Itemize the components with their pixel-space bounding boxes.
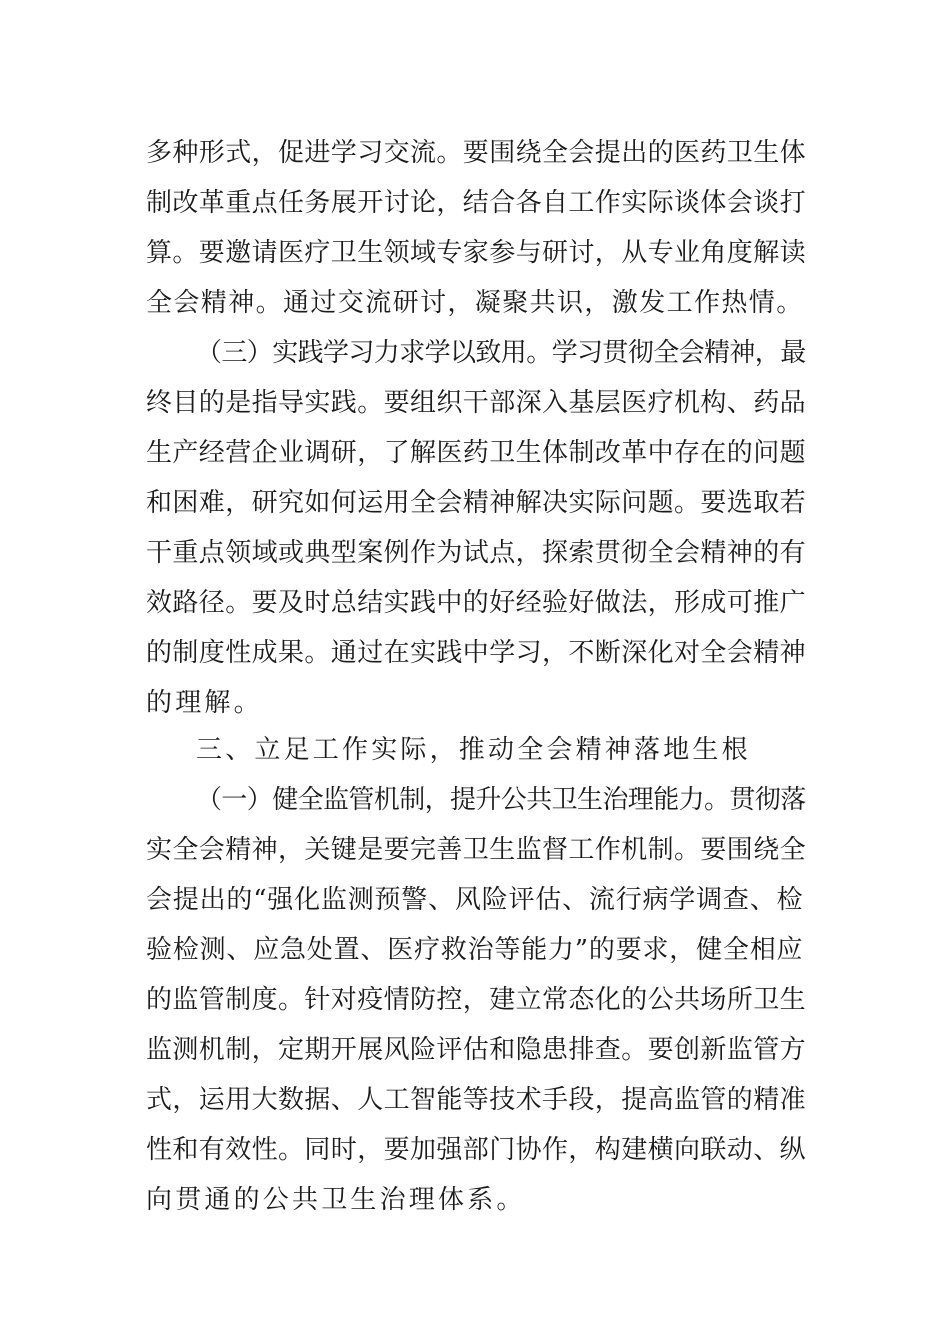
text-line: 算。要邀请医疗卫生领域专家参与研讨，从专业角度解读 bbox=[146, 238, 807, 268]
chapter-heading: 三、立足工作实际，推动全会精神落地生根 bbox=[196, 735, 751, 765]
text-line: 实全会精神，关键是要完善卫生监督工作机制。要围绕全 bbox=[146, 835, 807, 865]
text-line: 生产经营企业调研，了解医药卫生体制改革中存在的问题 bbox=[146, 438, 807, 468]
text-line: 式，运用大数据、人工智能等技术手段，提高监管的精准 bbox=[146, 1085, 807, 1115]
text-line: 全会精神。通过交流研讨，凝聚共识，激发工作热情。 bbox=[146, 288, 804, 318]
text-line: 干重点领域或典型案例作为试点，探索贯彻全会精神的有 bbox=[146, 538, 807, 568]
text-line: 多种形式，促进学习交流。要围绕全会提出的医药卫生体 bbox=[146, 138, 807, 168]
text-line: 监测机制，定期开展风险评估和隐患排查。要创新监管方 bbox=[146, 1035, 807, 1065]
section-1-heading-line: （一）健全监管机制，提升公共卫生治理能力。贯彻落 bbox=[196, 785, 806, 815]
text-line: 和困难，研究如何运用全会精神解决实际问题。要选取若 bbox=[146, 488, 807, 518]
text-line: 效路径。要及时总结实践中的好经验好做法，形成可推广 bbox=[146, 588, 807, 618]
text-line: 终目的是指导实践。要组织干部深入基层医疗机构、药品 bbox=[146, 388, 807, 418]
text-line: 的理解。 bbox=[146, 688, 263, 718]
text-line: 的监管制度。针对疫情防控，建立常态化的公共场所卫生 bbox=[146, 985, 807, 1015]
text-line: 向贯通的公共卫生治理体系。 bbox=[146, 1185, 526, 1215]
text-line: 的制度性成果。通过在实践中学习，不断深化对全会精神 bbox=[146, 638, 807, 668]
text-line: 验检测、应急处置、医疗救治等能力”的要求，健全相应 bbox=[146, 935, 804, 965]
section-3-heading-line: （三）实践学习力求学以致用。学习贯彻全会精神，最 bbox=[196, 338, 806, 368]
text-line: 制改革重点任务展开讨论，结合各自工作实际谈体会谈打 bbox=[146, 188, 807, 218]
text-line: 性和有效性。同时，要加强部门协作，构建横向联动、纵 bbox=[146, 1135, 807, 1165]
text-line: 会提出的“强化监测预警、风险评估、流行病学调查、检 bbox=[146, 885, 804, 915]
